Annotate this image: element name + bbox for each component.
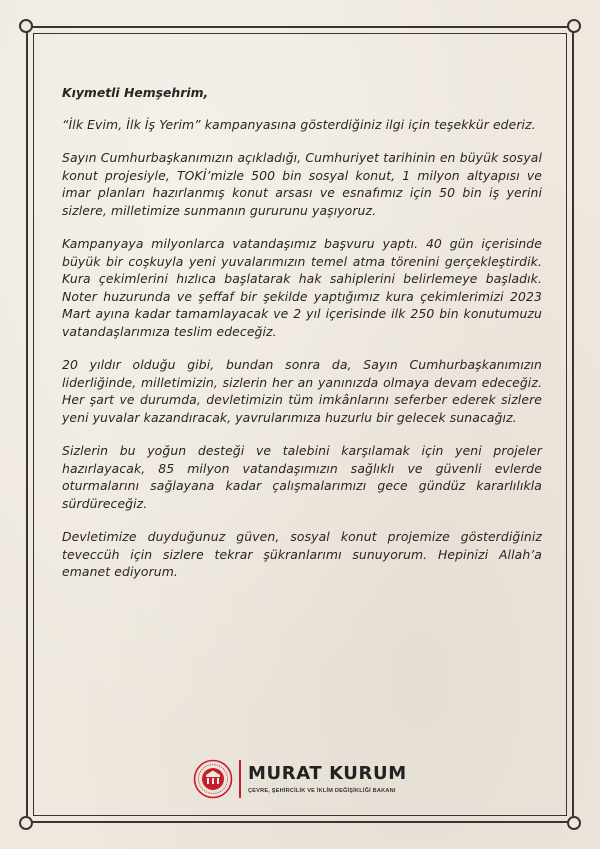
corner-ornament xyxy=(19,816,33,830)
paragraph: 20 yıldır olduğu gibi, bundan sonra da, Sayın Cumhurbaşkanımızın liderliğinde, milletimizin, sizlerin her an yanınızda olmaya devam edeceğiz. Her şart ve durumda, devletimizin tüm imkânlarını seferber ederek sizlere yeni yuvalar kazandıracak, yavrularımıza huzurlu bir gelecek sunacağız. xyxy=(62,357,542,425)
salutation: Kıymetli Hemşehrim, xyxy=(62,85,209,100)
paragraph: Devletimize duyduğunuz güven, sosyal konut projemize gösterdiğiniz teveccüh için sizlere tekrar şükranlarımı sunuyorum. Hepinizi Allah’a emanet ediyorum. xyxy=(62,529,542,579)
paragraph: Sizlerin bu yoğun desteği ve talebini karşılamak için yeni projeler hazırlayacak, 85 milyon vatandaşımızın sağlıklı ve güvenli evlerde oturmalarını sağlayana kadar çalışmalarımızı gece gündüz kararlılıkla sürdüreceğiz. xyxy=(62,443,542,511)
paragraph: Kampanyaya milyonlarca vatandaşımız başvuru yaptı. 40 gün içerisinde büyük bir coşkuyla yeni yuvalarımızın temel atma törenini gerçekleştirdik. Kura çekimlerini hızlıca başlatarak hak sahiplerini belirlemeye başladık. Noter huzurunda ve şeffaf bir şekilde yaptığımız kura çekimlerimizi 2023 Mart ayına kadar tamamlayacak ve 2 yıl içerisinde ilk 250 bin konutumuzu vatandaşlarımıza teslim edeceğiz. xyxy=(62,236,542,339)
paragraph: “İlk Evim, İlk İş Yerim” kampanyasına gösterdiğiniz ilgi için teşekkür ederiz. xyxy=(62,116,536,132)
signatory-title: ÇEVRE, ŞEHİRCİLİK VE İKLİM DEĞİŞİKLİĞİ BAKANI xyxy=(248,788,396,794)
signatory-name: MURAT KURUM xyxy=(248,763,407,784)
signature-block xyxy=(193,754,407,804)
ministry-seal-icon xyxy=(193,759,233,799)
letter-body xyxy=(62,84,542,597)
paragraph: Sayın Cumhurbaşkanımızın açıkladığı, Cumhuriyet tarihinin en büyük sosyal konut projesiyle, TOKİ’mizle 500 bin sosyal konut, 1 milyon altyapısı ve imar planları hazırlanmış konut arsası ve esnafımız için 50 bin iş yerini sizlere, milletimize sunmanın gururunu yaşıyoruz. xyxy=(62,150,542,218)
signature-divider xyxy=(239,760,241,798)
corner-ornament xyxy=(567,816,581,830)
corner-ornament xyxy=(567,19,581,33)
corner-ornament xyxy=(19,19,33,33)
signature-text xyxy=(248,764,407,794)
